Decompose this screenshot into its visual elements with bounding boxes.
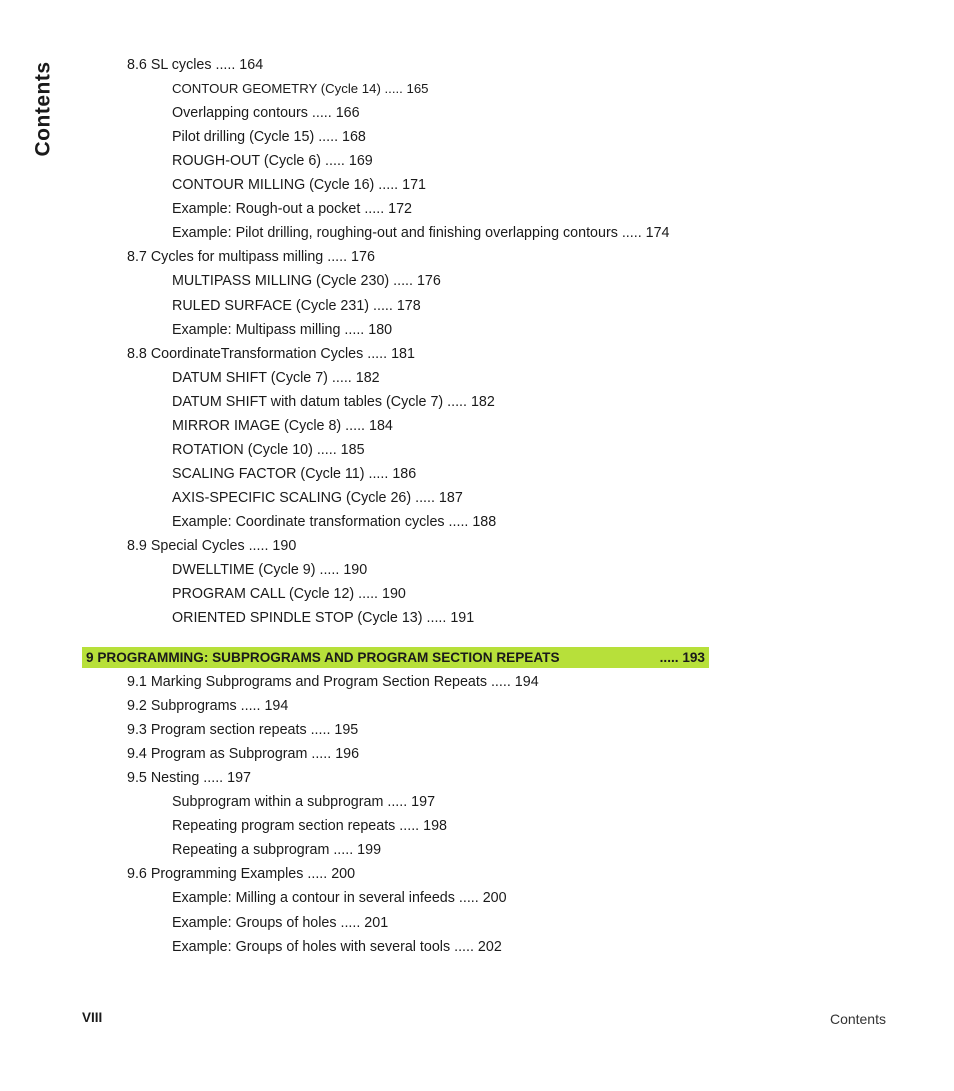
toc-section-entry[interactable]: 9.3 Program section repeats ..... 195	[127, 722, 359, 739]
toc-subentry[interactable]: MULTIPASS MILLING (Cycle 230) ..... 176	[172, 273, 441, 290]
side-title-text: Contents	[31, 61, 54, 157]
side-title	[28, 54, 58, 164]
toc-subentry[interactable]: AXIS-SPECIFIC SCALING (Cycle 26) ..... 187	[172, 489, 463, 506]
toc-subentry[interactable]: DWELLTIME (Cycle 9) ..... 190	[172, 562, 368, 579]
toc-subentry[interactable]: Repeating program section repeats ..... 198	[172, 818, 447, 835]
toc-section-entry[interactable]: 8.8 CoordinateTransformation Cycles ..... 181	[127, 345, 415, 362]
toc-section-entry[interactable]: 8.9 Special Cycles ..... 190	[127, 538, 297, 554]
running-footer: Contents	[829, 1011, 886, 1027]
toc-subentry[interactable]: Example: Milling a contour in several infeeds ..... 200	[172, 890, 507, 907]
toc-section-entry[interactable]: 9.1 Marking Subprograms and Program Section Repeats ..... 194	[127, 674, 539, 690]
chapter-heading-bar[interactable]	[82, 647, 709, 668]
toc-section-entry[interactable]: 9.4 Program as Subprogram ..... 196	[127, 746, 360, 763]
chapter-title: 9 PROGRAMMING: SUBPROGRAMS AND PROGRAM SECTION REPEATS	[86, 650, 560, 665]
toc-section-entry[interactable]: 8.6 SL cycles ..... 164	[127, 57, 264, 73]
toc-subentry[interactable]: SCALING FACTOR (Cycle 11) ..... 186	[172, 465, 417, 482]
toc-subentry[interactable]: Example: Coordinate transformation cycles ..... 188	[172, 513, 497, 530]
page-number: VIII	[82, 1010, 103, 1025]
toc-subentry[interactable]: ROUGH-OUT (Cycle 6) ..... 169	[172, 153, 373, 170]
toc-section-entry[interactable]: 8.7 Cycles for multipass milling ..... 176	[127, 249, 375, 266]
toc-subentry[interactable]: Example: Rough-out a pocket ..... 172	[172, 201, 413, 218]
chapter-page: ..... 193	[659, 650, 705, 665]
toc-subentry[interactable]: Example: Multipass milling ..... 180	[172, 321, 393, 338]
toc-subentry[interactable]: Example: Groups of holes ..... 201	[172, 914, 389, 931]
toc-subentry[interactable]: Example: Groups of holes with several tools ..... 202	[172, 938, 502, 955]
toc-subentry[interactable]: Pilot drilling (Cycle 15) ..... 168	[172, 129, 366, 146]
toc-section-entry[interactable]: 9.6 Programming Examples ..... 200	[127, 866, 356, 883]
toc-subentry[interactable]: Repeating a subprogram ..... 199	[172, 842, 382, 859]
toc-section-entry[interactable]: 9.5 Nesting ..... 197	[127, 770, 251, 787]
toc-subentry[interactable]: ROTATION (Cycle 10) ..... 185	[172, 441, 365, 458]
toc-subentry[interactable]: Example: Pilot drilling, roughing-out and finishing overlapping contours ..... 174	[172, 225, 670, 242]
toc-subentry[interactable]: CONTOUR MILLING (Cycle 16) ..... 171	[172, 177, 426, 194]
chapter-heading	[86, 649, 705, 667]
toc-subentry[interactable]: MIRROR IMAGE (Cycle 8) ..... 184	[172, 417, 393, 434]
toc-subentry[interactable]: DATUM SHIFT with datum tables (Cycle 7) ..... 182	[172, 393, 495, 410]
toc-subentry[interactable]: CONTOUR GEOMETRY (Cycle 14) ..... 165	[172, 81, 429, 97]
toc-subentry[interactable]: ORIENTED SPINDLE STOP (Cycle 13) ..... 191	[172, 610, 475, 627]
toc-subentry[interactable]: RULED SURFACE (Cycle 231) ..... 178	[172, 297, 421, 314]
toc-subentry[interactable]: DATUM SHIFT (Cycle 7) ..... 182	[172, 369, 380, 386]
toc-section-entry[interactable]: 9.2 Subprograms ..... 194	[127, 698, 289, 715]
toc-subentry[interactable]: Subprogram within a subprogram ..... 197	[172, 794, 436, 811]
toc-subentry[interactable]: Overlapping contours ..... 166	[172, 105, 360, 122]
toc-subentry[interactable]: PROGRAM CALL (Cycle 12) ..... 190	[172, 586, 406, 603]
